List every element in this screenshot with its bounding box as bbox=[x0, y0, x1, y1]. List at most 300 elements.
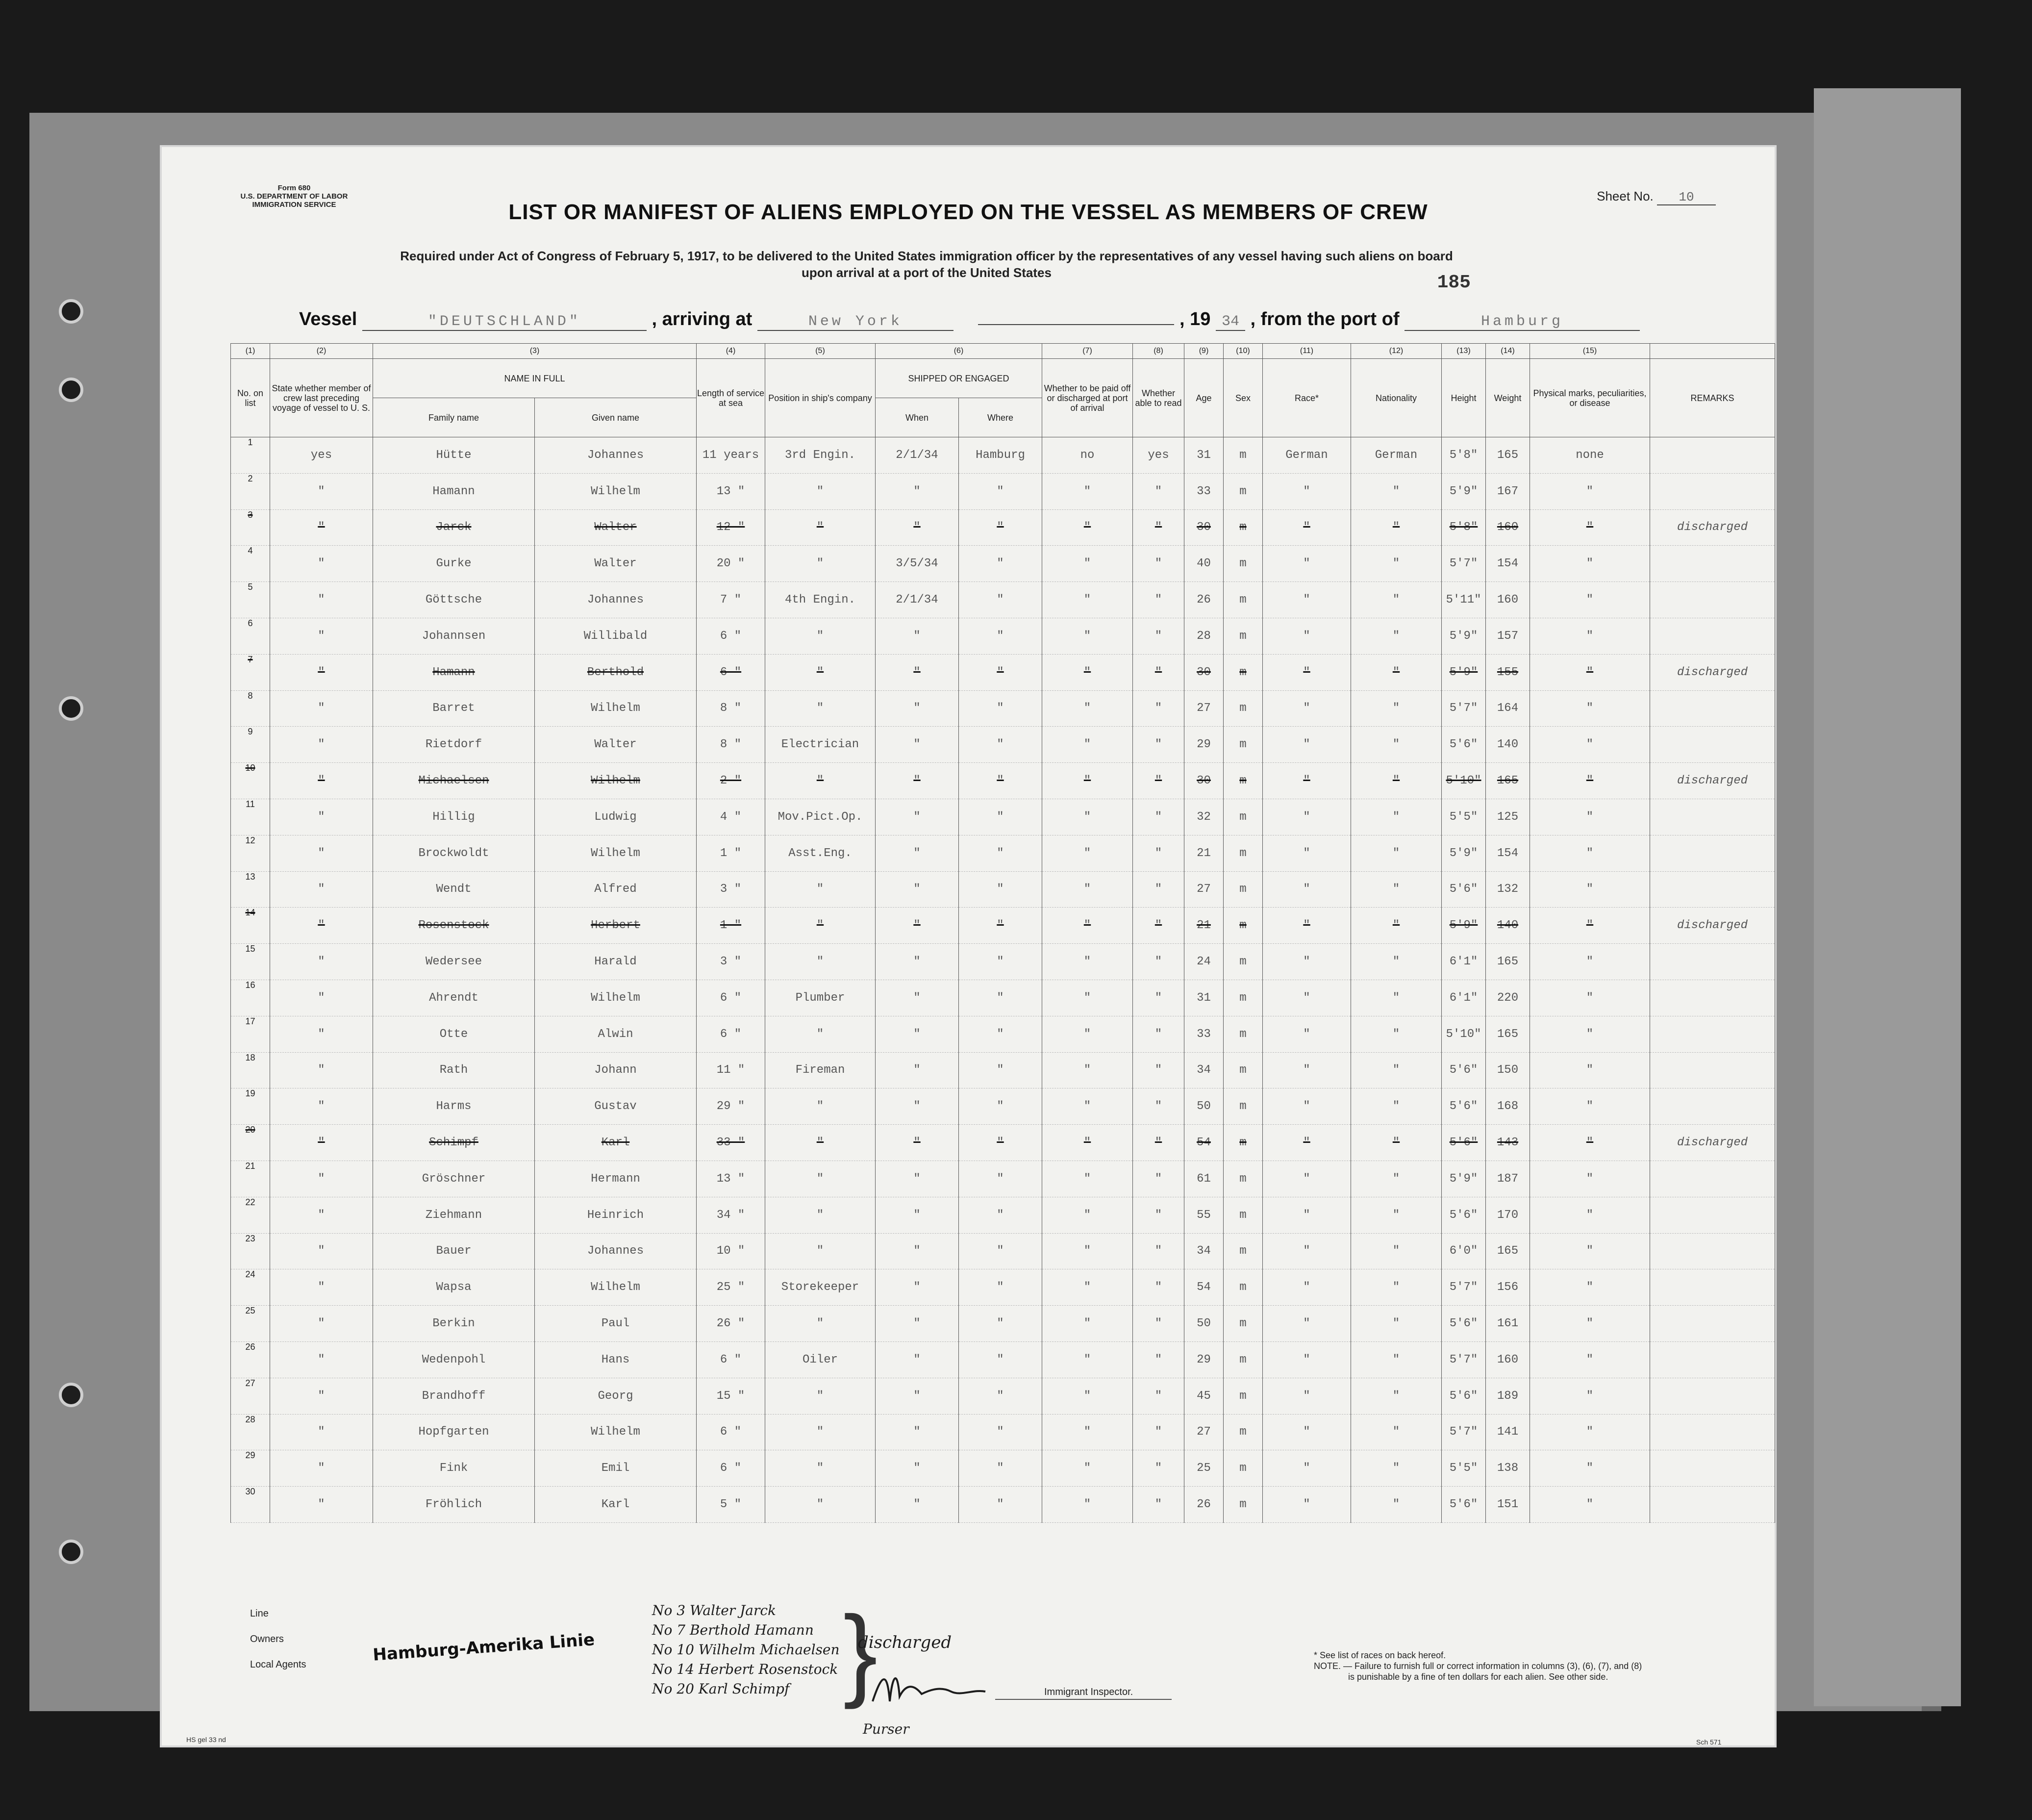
nationality-cell: " bbox=[1351, 618, 1442, 654]
colnum: (6) bbox=[876, 344, 1042, 359]
row-number-cell: 23 bbox=[231, 1233, 270, 1269]
remark-cell bbox=[1650, 1341, 1775, 1378]
table-row bbox=[231, 690, 1775, 727]
given-name-cell: Alfred bbox=[535, 871, 697, 908]
discharged-entry: No 10 Wilhelm Michaelsen bbox=[652, 1642, 840, 1658]
shipped-when-cell: " bbox=[876, 980, 959, 1016]
shipped-where-cell: " bbox=[959, 1125, 1042, 1161]
shipped-when-cell: " bbox=[876, 1125, 959, 1161]
weight-cell: 160 bbox=[1486, 1341, 1530, 1378]
physical-marks-cell: " bbox=[1530, 1052, 1650, 1088]
position-cell: " bbox=[765, 654, 876, 690]
shipped-where-cell: Hamburg bbox=[959, 437, 1042, 474]
page-title: LIST OR MANIFEST OF ALIENS EMPLOYED ON THE VESSEL AS MEMBERS OF CREW bbox=[508, 200, 1428, 224]
shipped-when-cell: " bbox=[876, 1306, 959, 1342]
nationality-cell: " bbox=[1351, 727, 1442, 763]
previous-voyage-cell: " bbox=[270, 944, 373, 980]
table-row bbox=[231, 437, 1775, 474]
able-to-read-cell: " bbox=[1133, 908, 1184, 944]
previous-voyage-cell: " bbox=[270, 509, 373, 546]
remark-cell bbox=[1650, 546, 1775, 582]
nationality-cell: " bbox=[1351, 1233, 1442, 1269]
able-to-read-cell: " bbox=[1133, 1197, 1184, 1233]
sex-cell: m bbox=[1224, 908, 1263, 944]
age-cell: 30 bbox=[1184, 654, 1224, 690]
sex-cell: m bbox=[1224, 1414, 1263, 1450]
shipped-when-cell: " bbox=[876, 1341, 959, 1378]
discharged-entry: No 20 Karl Schimpf bbox=[652, 1681, 790, 1697]
height-cell: 5'9" bbox=[1442, 835, 1486, 871]
weight-cell: 165 bbox=[1486, 1233, 1530, 1269]
height-cell: 5'9" bbox=[1442, 1161, 1486, 1197]
remark-cell bbox=[1650, 1197, 1775, 1233]
previous-voyage-cell: " bbox=[270, 1341, 373, 1378]
age-cell: 54 bbox=[1184, 1125, 1224, 1161]
able-to-read-cell: " bbox=[1133, 1378, 1184, 1414]
able-to-read-cell: " bbox=[1133, 944, 1184, 980]
row-number-cell: 22 bbox=[231, 1197, 270, 1233]
remark-cell bbox=[1650, 1161, 1775, 1197]
race-cell: " bbox=[1263, 799, 1351, 835]
shipped-where-cell: " bbox=[959, 727, 1042, 763]
sex-cell: m bbox=[1224, 437, 1263, 474]
able-to-read-cell: " bbox=[1133, 1269, 1184, 1306]
physical-marks-cell: " bbox=[1530, 1125, 1650, 1161]
given-name-cell: Johannes bbox=[535, 582, 697, 618]
shipped-where-cell: " bbox=[959, 980, 1042, 1016]
weight-cell: 220 bbox=[1486, 980, 1530, 1016]
height-cell: 5'6" bbox=[1442, 1052, 1486, 1088]
service-name: IMMIGRATION SERVICE bbox=[252, 201, 336, 209]
shipped-where-cell: " bbox=[959, 1233, 1042, 1269]
age-cell: 61 bbox=[1184, 1161, 1224, 1197]
family-name-cell: Brockwoldt bbox=[373, 835, 535, 871]
weight-cell: 155 bbox=[1486, 654, 1530, 690]
race-cell: " bbox=[1263, 690, 1351, 727]
able-to-read-cell: " bbox=[1133, 546, 1184, 582]
physical-marks-cell: " bbox=[1530, 835, 1650, 871]
given-name-cell: Wilhelm bbox=[535, 980, 697, 1016]
shipped-where-cell: " bbox=[959, 763, 1042, 799]
previous-voyage-cell: " bbox=[270, 1269, 373, 1306]
row-number-cell: 26 bbox=[231, 1341, 270, 1378]
remark-cell bbox=[1650, 1487, 1775, 1523]
vessel-label: Vessel bbox=[299, 309, 357, 329]
sex-cell: m bbox=[1224, 1306, 1263, 1342]
paid-off-cell: " bbox=[1042, 1161, 1133, 1197]
age-cell: 29 bbox=[1184, 1341, 1224, 1378]
colnum: (7) bbox=[1042, 344, 1133, 359]
able-to-read-cell: yes bbox=[1133, 437, 1184, 474]
family-name-cell: Brandhoff bbox=[373, 1378, 535, 1414]
previous-voyage-cell: " bbox=[270, 727, 373, 763]
family-name-cell: Rietdorf bbox=[373, 727, 535, 763]
age-cell: 40 bbox=[1184, 546, 1224, 582]
able-to-read-cell: " bbox=[1133, 1341, 1184, 1378]
table-row bbox=[231, 473, 1775, 509]
length-of-service-cell: 29 " bbox=[697, 1088, 765, 1125]
given-name-cell: Willibald bbox=[535, 618, 697, 654]
table-row bbox=[231, 763, 1775, 799]
nationality-cell: " bbox=[1351, 871, 1442, 908]
department-name: U.S. DEPARTMENT OF LABOR bbox=[240, 192, 348, 201]
able-to-read-cell: " bbox=[1133, 509, 1184, 546]
remark-cell: discharged bbox=[1650, 908, 1775, 944]
header-given-name: Given name bbox=[535, 398, 697, 437]
row-number-cell: 30 bbox=[231, 1487, 270, 1523]
previous-voyage-cell: " bbox=[270, 546, 373, 582]
table-row bbox=[231, 582, 1775, 618]
sex-cell: m bbox=[1224, 654, 1263, 690]
given-name-cell: Johannes bbox=[535, 1233, 697, 1269]
position-cell: " bbox=[765, 1088, 876, 1125]
given-name-cell: Wilhelm bbox=[535, 835, 697, 871]
able-to-read-cell: " bbox=[1133, 582, 1184, 618]
height-cell: 5'6" bbox=[1442, 1088, 1486, 1125]
race-cell: " bbox=[1263, 944, 1351, 980]
height-cell: 5'10" bbox=[1442, 763, 1486, 799]
shipped-when-cell: " bbox=[876, 654, 959, 690]
remark-cell bbox=[1650, 1052, 1775, 1088]
race-cell: " bbox=[1263, 980, 1351, 1016]
sex-cell: m bbox=[1224, 509, 1263, 546]
previous-voyage-cell: " bbox=[270, 473, 373, 509]
able-to-read-cell: " bbox=[1133, 654, 1184, 690]
height-cell: 5'6" bbox=[1442, 1487, 1486, 1523]
age-cell: 33 bbox=[1184, 473, 1224, 509]
remark-cell bbox=[1650, 437, 1775, 474]
nationality-cell: " bbox=[1351, 944, 1442, 980]
header-physical: Physical marks, peculiarities, or disease bbox=[1530, 359, 1650, 437]
shipped-where-cell: " bbox=[959, 908, 1042, 944]
shipped-when-cell: " bbox=[876, 1414, 959, 1450]
physical-marks-cell: " bbox=[1530, 509, 1650, 546]
physical-marks-cell: " bbox=[1530, 1306, 1650, 1342]
header-race: Race* bbox=[1263, 359, 1351, 437]
nationality-cell: " bbox=[1351, 1088, 1442, 1125]
family-name-cell: Rath bbox=[373, 1052, 535, 1088]
row-number-cell: 20 bbox=[231, 1125, 270, 1161]
row-number-cell: 18 bbox=[231, 1052, 270, 1088]
position-cell: Mov.Pict.Op. bbox=[765, 799, 876, 835]
position-cell: " bbox=[765, 1378, 876, 1414]
binder-hole bbox=[59, 1540, 83, 1564]
sheet-value: 10 bbox=[1657, 190, 1716, 205]
immigrant-inspector-label: Immigrant Inspector. bbox=[1044, 1687, 1133, 1697]
row-number-cell: 27 bbox=[231, 1378, 270, 1414]
table-row bbox=[231, 1016, 1775, 1052]
race-cell: " bbox=[1263, 1269, 1351, 1306]
table-row bbox=[231, 1197, 1775, 1233]
length-of-service-cell: 6 " bbox=[697, 1450, 765, 1487]
paid-off-cell: " bbox=[1042, 727, 1133, 763]
position-cell: Plumber bbox=[765, 980, 876, 1016]
shipped-where-cell: " bbox=[959, 1378, 1042, 1414]
previous-voyage-cell: " bbox=[270, 835, 373, 871]
row-number-cell: 11 bbox=[231, 799, 270, 835]
nationality-cell: " bbox=[1351, 1269, 1442, 1306]
shipped-when-cell: " bbox=[876, 1052, 959, 1088]
race-cell: " bbox=[1263, 763, 1351, 799]
paid-off-cell: " bbox=[1042, 763, 1133, 799]
footer-labels bbox=[250, 1608, 306, 1685]
header-paid-off: Whether to be paid off or discharged at port of arrival bbox=[1042, 359, 1133, 437]
age-cell: 24 bbox=[1184, 944, 1224, 980]
previous-voyage-cell: " bbox=[270, 1306, 373, 1342]
able-to-read-cell: " bbox=[1133, 1161, 1184, 1197]
paid-off-cell: " bbox=[1042, 1016, 1133, 1052]
discharged-list bbox=[652, 1601, 840, 1699]
able-to-read-cell: " bbox=[1133, 1088, 1184, 1125]
colnum: (10) bbox=[1224, 344, 1263, 359]
table-row bbox=[231, 1269, 1775, 1306]
previous-voyage-cell: " bbox=[270, 618, 373, 654]
previous-voyage-cell: " bbox=[270, 1125, 373, 1161]
weight-cell: 151 bbox=[1486, 1487, 1530, 1523]
weight-cell: 154 bbox=[1486, 835, 1530, 871]
race-cell: " bbox=[1263, 727, 1351, 763]
able-to-read-cell: " bbox=[1133, 1450, 1184, 1487]
given-name-cell: Walter bbox=[535, 727, 697, 763]
race-cell: " bbox=[1263, 908, 1351, 944]
shipped-where-cell: " bbox=[959, 690, 1042, 727]
race-cell: " bbox=[1263, 1487, 1351, 1523]
weight-cell: 138 bbox=[1486, 1450, 1530, 1487]
given-name-cell: Karl bbox=[535, 1487, 697, 1523]
age-cell: 27 bbox=[1184, 871, 1224, 908]
weight-cell: 161 bbox=[1486, 1306, 1530, 1342]
physical-marks-cell: " bbox=[1530, 618, 1650, 654]
row-number-cell: 29 bbox=[231, 1450, 270, 1487]
family-name-cell: Hamann bbox=[373, 473, 535, 509]
sex-cell: m bbox=[1224, 582, 1263, 618]
paid-off-cell: " bbox=[1042, 473, 1133, 509]
nationality-cell: " bbox=[1351, 1341, 1442, 1378]
physical-marks-cell: " bbox=[1530, 944, 1650, 980]
remark-cell bbox=[1650, 473, 1775, 509]
nationality-cell: " bbox=[1351, 1487, 1442, 1523]
paid-off-cell: " bbox=[1042, 546, 1133, 582]
physical-marks-cell: " bbox=[1530, 473, 1650, 509]
given-name-cell: Hans bbox=[535, 1341, 697, 1378]
family-name-cell: Hopfgarten bbox=[373, 1414, 535, 1450]
remark-cell bbox=[1650, 727, 1775, 763]
shipped-where-cell: " bbox=[959, 1052, 1042, 1088]
length-of-service-cell: 10 " bbox=[697, 1233, 765, 1269]
given-name-cell: Emil bbox=[535, 1450, 697, 1487]
height-cell: 5'5" bbox=[1442, 1450, 1486, 1487]
able-to-read-cell: " bbox=[1133, 618, 1184, 654]
binder-hole bbox=[59, 299, 83, 324]
shipped-when-cell: " bbox=[876, 1269, 959, 1306]
physical-marks-cell: " bbox=[1530, 1450, 1650, 1487]
family-name-cell: Schimpf bbox=[373, 1125, 535, 1161]
age-cell: 34 bbox=[1184, 1052, 1224, 1088]
able-to-read-cell: " bbox=[1133, 1414, 1184, 1450]
sex-cell: m bbox=[1224, 1450, 1263, 1487]
able-to-read-cell: " bbox=[1133, 763, 1184, 799]
races-note: * See list of races on back hereof. bbox=[1314, 1650, 1446, 1660]
weight-cell: 187 bbox=[1486, 1161, 1530, 1197]
family-name-cell: Jarck bbox=[373, 509, 535, 546]
age-cell: 34 bbox=[1184, 1233, 1224, 1269]
length-of-service-cell: 7 " bbox=[697, 582, 765, 618]
position-cell: Oiler bbox=[765, 1341, 876, 1378]
previous-voyage-cell: " bbox=[270, 1088, 373, 1125]
row-number-cell: 10 bbox=[231, 763, 270, 799]
sex-cell: m bbox=[1224, 763, 1263, 799]
height-cell: 6'0" bbox=[1442, 1233, 1486, 1269]
colnum: (3) bbox=[373, 344, 697, 359]
position-cell: 4th Engin. bbox=[765, 582, 876, 618]
physical-marks-cell: " bbox=[1530, 799, 1650, 835]
shipped-where-cell: " bbox=[959, 509, 1042, 546]
row-number-cell: 21 bbox=[231, 1161, 270, 1197]
header-state-whether: State whether member of crew last preceding voyage of vessel to U. S. bbox=[270, 359, 373, 437]
position-cell: " bbox=[765, 1233, 876, 1269]
height-cell: 5'6" bbox=[1442, 871, 1486, 908]
shipped-where-cell: " bbox=[959, 1197, 1042, 1233]
shipped-when-cell: " bbox=[876, 1088, 959, 1125]
sheet-label: Sheet No. bbox=[1597, 189, 1654, 203]
able-to-read-cell: " bbox=[1133, 1233, 1184, 1269]
colnum: (13) bbox=[1442, 344, 1486, 359]
row-number-cell: 14 bbox=[231, 908, 270, 944]
able-to-read-cell: " bbox=[1133, 727, 1184, 763]
shipped-when-cell: " bbox=[876, 727, 959, 763]
race-cell: " bbox=[1263, 1450, 1351, 1487]
paid-off-cell: no bbox=[1042, 437, 1133, 474]
sex-cell: m bbox=[1224, 1197, 1263, 1233]
weight-cell: 150 bbox=[1486, 1052, 1530, 1088]
age-cell: 50 bbox=[1184, 1306, 1224, 1342]
length-of-service-cell: 2 " bbox=[697, 763, 765, 799]
arrival-date-blank bbox=[978, 324, 1174, 325]
remark-cell bbox=[1650, 1269, 1775, 1306]
table-row bbox=[231, 1088, 1775, 1125]
previous-voyage-cell: " bbox=[270, 582, 373, 618]
age-cell: 29 bbox=[1184, 727, 1224, 763]
nationality-cell: " bbox=[1351, 473, 1442, 509]
sex-cell: m bbox=[1224, 618, 1263, 654]
weight-cell: 156 bbox=[1486, 1269, 1530, 1306]
length-of-service-cell: 4 " bbox=[697, 799, 765, 835]
given-name-cell: Georg bbox=[535, 1378, 697, 1414]
shipped-where-cell: " bbox=[959, 1306, 1042, 1342]
given-name-cell: Walter bbox=[535, 509, 697, 546]
weight-cell: 165 bbox=[1486, 763, 1530, 799]
nationality-cell: " bbox=[1351, 509, 1442, 546]
physical-marks-cell: " bbox=[1530, 1269, 1650, 1306]
physical-marks-cell: " bbox=[1530, 1233, 1650, 1269]
given-name-cell: Paul bbox=[535, 1306, 697, 1342]
given-name-cell: Harald bbox=[535, 944, 697, 980]
able-to-read-cell: " bbox=[1133, 473, 1184, 509]
family-name-cell: Ahrendt bbox=[373, 980, 535, 1016]
nationality-cell: " bbox=[1351, 1306, 1442, 1342]
nationality-cell: " bbox=[1351, 1052, 1442, 1088]
race-cell: " bbox=[1263, 1052, 1351, 1088]
previous-voyage-cell: " bbox=[270, 690, 373, 727]
height-cell: 5'8" bbox=[1442, 437, 1486, 474]
height-cell: 5'7" bbox=[1442, 1269, 1486, 1306]
discharged-note: discharged bbox=[858, 1633, 952, 1652]
fine-note-2: is punishable by a fine of ten dollars for each alien. See other side. bbox=[1348, 1672, 1608, 1682]
length-of-service-cell: 3 " bbox=[697, 871, 765, 908]
shipped-when-cell: 2/1/34 bbox=[876, 582, 959, 618]
race-cell: " bbox=[1263, 473, 1351, 509]
crew-table-body bbox=[231, 437, 1775, 1523]
paid-off-cell: " bbox=[1042, 1341, 1133, 1378]
table-row bbox=[231, 1341, 1775, 1378]
row-number-cell: 8 bbox=[231, 690, 270, 727]
age-cell: 50 bbox=[1184, 1088, 1224, 1125]
shipped-where-cell: " bbox=[959, 1088, 1042, 1125]
given-name-cell: Gustav bbox=[535, 1088, 697, 1125]
colnum: (5) bbox=[765, 344, 876, 359]
height-cell: 5'6" bbox=[1442, 1378, 1486, 1414]
table-row bbox=[231, 1378, 1775, 1414]
physical-marks-cell: " bbox=[1530, 908, 1650, 944]
row-number-cell: 28 bbox=[231, 1414, 270, 1450]
family-name-cell: Gröschner bbox=[373, 1161, 535, 1197]
paid-off-cell: " bbox=[1042, 1487, 1133, 1523]
height-cell: 5'9" bbox=[1442, 908, 1486, 944]
height-cell: 5'7" bbox=[1442, 546, 1486, 582]
shipped-when-cell: " bbox=[876, 1450, 959, 1487]
race-cell: " bbox=[1263, 835, 1351, 871]
owners-label: Owners bbox=[250, 1634, 284, 1644]
paid-off-cell: " bbox=[1042, 1197, 1133, 1233]
age-cell: 25 bbox=[1184, 1450, 1224, 1487]
weight-cell: 168 bbox=[1486, 1088, 1530, 1125]
able-to-read-cell: " bbox=[1133, 871, 1184, 908]
length-of-service-cell: 12 " bbox=[697, 509, 765, 546]
physical-marks-cell: " bbox=[1530, 1414, 1650, 1450]
table-row bbox=[231, 1125, 1775, 1161]
length-of-service-cell: 11 " bbox=[697, 1052, 765, 1088]
table-row bbox=[231, 1450, 1775, 1487]
height-cell: 5'11" bbox=[1442, 582, 1486, 618]
length-of-service-cell: 34 " bbox=[697, 1197, 765, 1233]
header-weight: Weight bbox=[1486, 359, 1530, 437]
header-length-service: Length of service at sea bbox=[697, 359, 765, 437]
paid-off-cell: " bbox=[1042, 1233, 1133, 1269]
able-to-read-cell: " bbox=[1133, 1125, 1184, 1161]
paid-off-cell: " bbox=[1042, 871, 1133, 908]
length-of-service-cell: 1 " bbox=[697, 908, 765, 944]
able-to-read-cell: " bbox=[1133, 690, 1184, 727]
remark-cell bbox=[1650, 1378, 1775, 1414]
discharged-entry: No 3 Walter Jarck bbox=[652, 1602, 777, 1618]
previous-voyage-cell: " bbox=[270, 871, 373, 908]
nationality-cell: " bbox=[1351, 1197, 1442, 1233]
race-cell: " bbox=[1263, 1161, 1351, 1197]
previous-voyage-cell: " bbox=[270, 1233, 373, 1269]
family-name-cell: Berkin bbox=[373, 1306, 535, 1342]
nationality-cell: " bbox=[1351, 1414, 1442, 1450]
row-number-cell: 4 bbox=[231, 546, 270, 582]
print-code: HS gel 33 nd bbox=[186, 1736, 226, 1744]
length-of-service-cell: 13 " bbox=[697, 473, 765, 509]
height-cell: 5'5" bbox=[1442, 799, 1486, 835]
header-age: Age bbox=[1184, 359, 1224, 437]
race-cell: " bbox=[1263, 1197, 1351, 1233]
sex-cell: m bbox=[1224, 1088, 1263, 1125]
family-name-cell: Ziehmann bbox=[373, 1197, 535, 1233]
header-nationality: Nationality bbox=[1351, 359, 1442, 437]
position-cell: " bbox=[765, 1016, 876, 1052]
